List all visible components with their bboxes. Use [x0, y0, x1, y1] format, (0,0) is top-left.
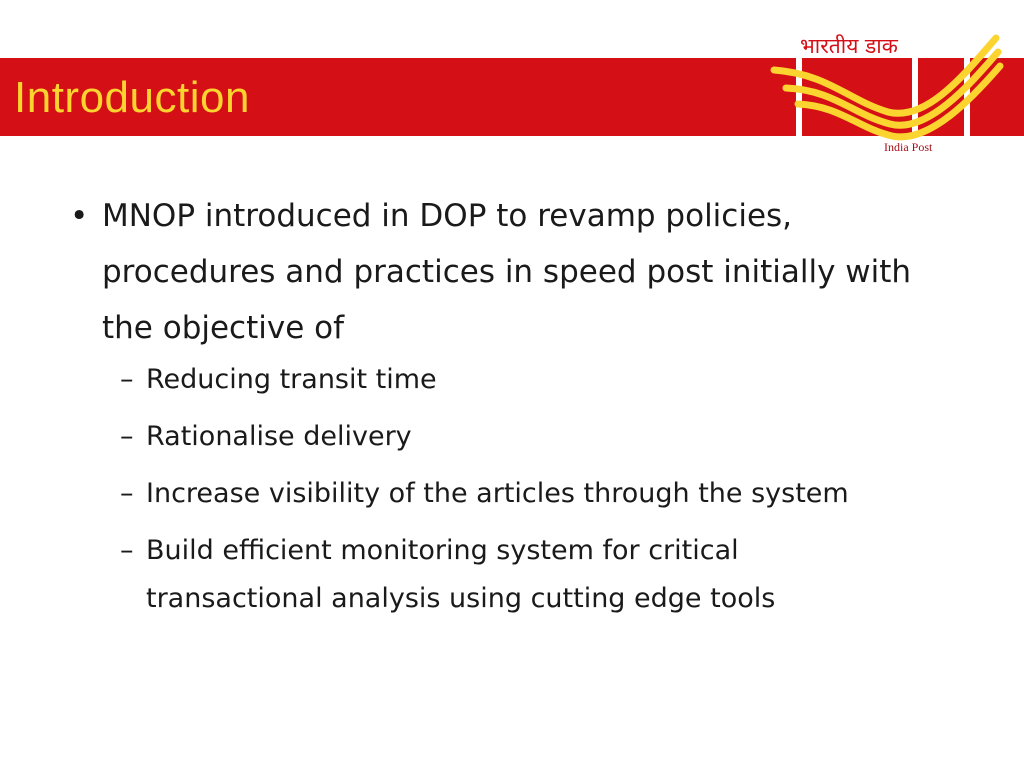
sub-bullet-item: [120, 413, 920, 461]
sub-bullet-marker: –: [120, 478, 134, 509]
sub-bullet-marker: –: [120, 535, 134, 566]
bullet-marker: •: [70, 198, 89, 234]
sub-bullet-item: [120, 356, 920, 404]
slide-title: Introduction: [14, 73, 250, 122]
sub-bullet-marker: –: [120, 364, 134, 395]
sub-bullet-list: [120, 356, 920, 632]
sub-bullet-item: [120, 470, 920, 518]
bullet-text: MNOP introduced in DOP to revamp policies, procedures and practices in speed post initially with the objective of: [102, 198, 912, 346]
bullet-item: [70, 188, 950, 356]
sub-bullet-item: [120, 527, 920, 623]
logo-hindi-text: भारतीय डाक: [800, 34, 898, 58]
logo-english-text: India Post: [884, 140, 933, 154]
sub-bullet-marker: –: [120, 421, 134, 452]
sub-bullet-text: Rationalise delivery: [146, 421, 412, 452]
sub-bullet-text: Build efficient monitoring system for critical transactional analysis using cutting edge tools: [146, 535, 776, 614]
sub-bullet-text: Increase visibility of the articles through the system: [146, 478, 849, 509]
sub-bullet-text: Reducing transit time: [146, 364, 437, 395]
